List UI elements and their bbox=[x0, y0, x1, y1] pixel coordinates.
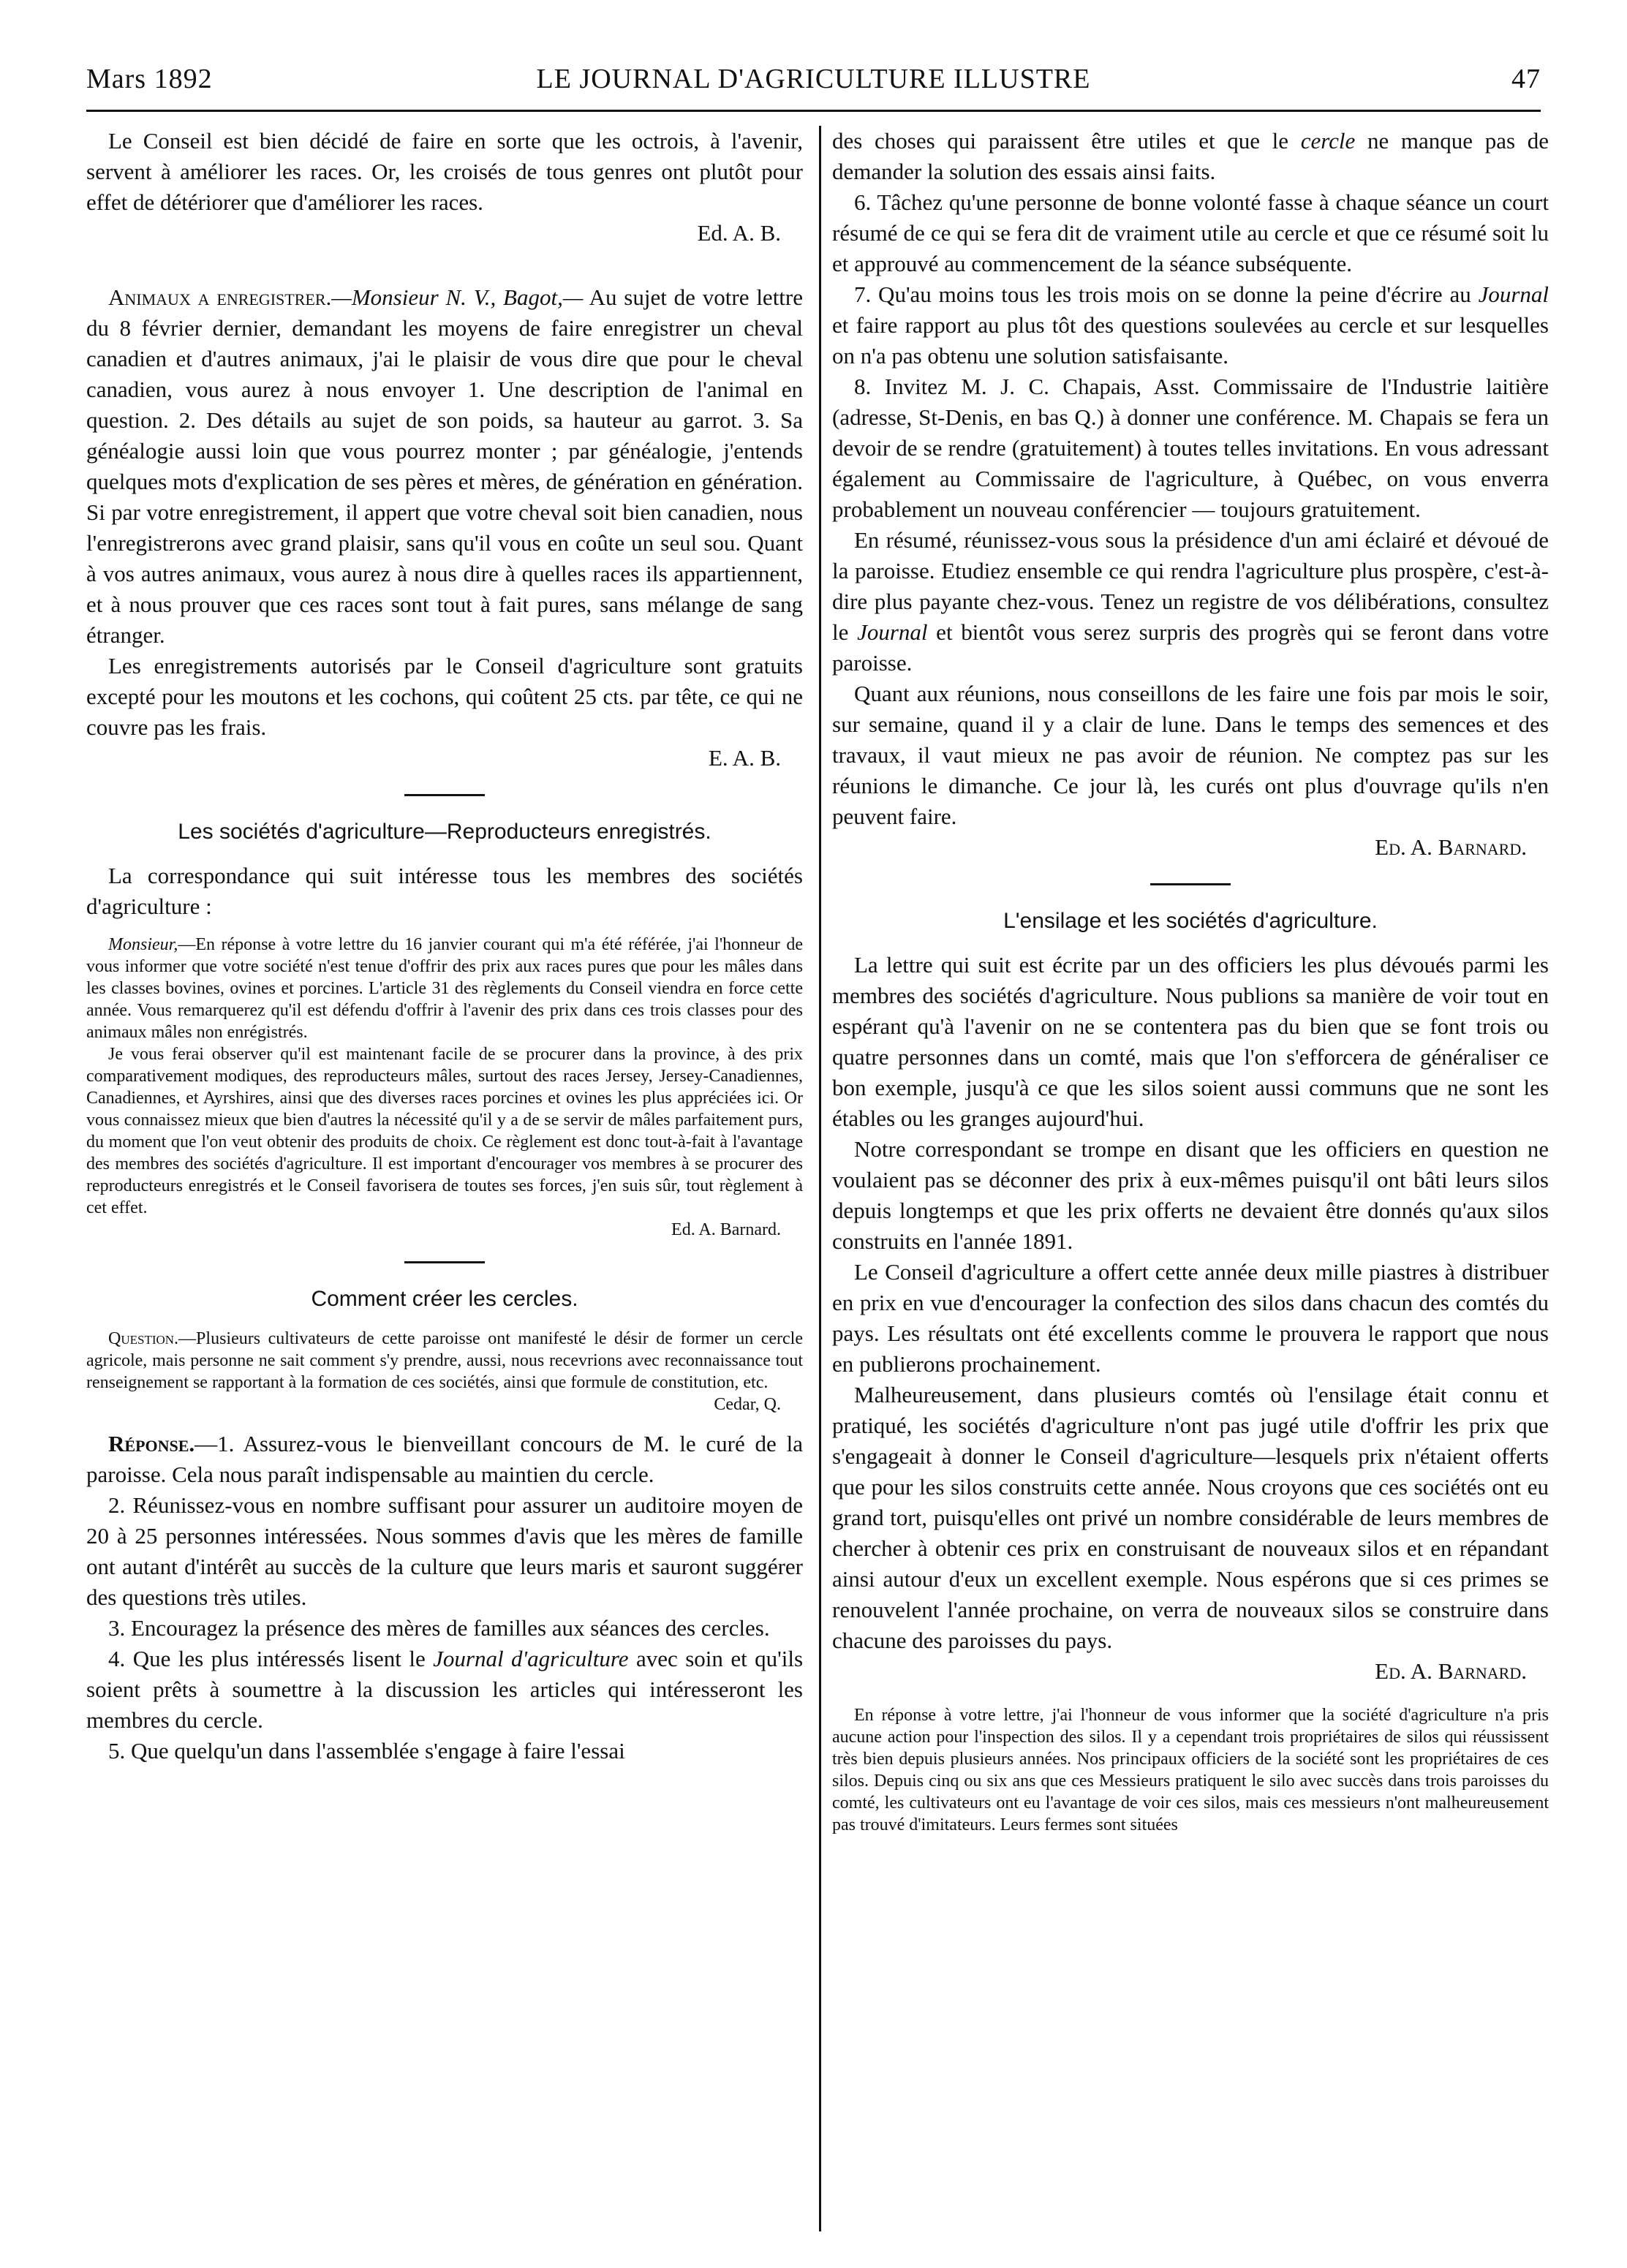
journal-name: Journal bbox=[857, 619, 928, 645]
letter-paragraph: —En réponse à votre lettre du 16 janvier courant qui m'a été référée, j'ai l'honneur de vous informer que votre société n'est tenue d'offrir des prix aux races pures que pour les mâles dans les classes bovines, ovines et porcines. L'article 31 des règlements du Conseil viendra en force cette année. Vous remarquerez qu'il est défendu d'offrir à l'avenir des prix dans ces trois classes pour des animaux mâles non enrégistrés. bbox=[86, 935, 803, 1042]
issue-date: Mars 1892 bbox=[86, 64, 213, 94]
signature: Ed. A. Barnard. bbox=[1375, 1658, 1527, 1684]
text: et bientôt vous serez surpris des progrès qui se feront dans votre paroisse. bbox=[832, 619, 1549, 676]
paragraph bbox=[832, 126, 1549, 187]
signature: Ed. A. Barnard. bbox=[1375, 834, 1527, 860]
text: 7. Qu'au moins tous les trois mois on se donne la peine d'écrire au bbox=[854, 281, 1479, 307]
paragraph: Quant aux réunions, nous conseillons de les faire une fois par mois le soir, sur semaine, quand il y a clair de lune. Dans le temps des semences et des travaux, il vaut mieux ne pas avoir de réunion. Ne comptez pas sur les réunions le dimanche. Ce jour là, les curés ont plus d'ouvrage qu'ils n'en peuvent faire. bbox=[832, 681, 1549, 829]
letter-paragraph: Je vous ferai observer qu'il est maintenant facile de se procurer dans la province, à des prix comparativement modiques, des reproducteurs mâles, surtout des races Jersey, Jersey-Canadiennes, Canadiennes, et Ayrshires, ainsi que des diverses races porcines et ovines les plus appréciées ici. Or vous connaissez mieux que bien d'autres la nécessité qu'il y a de se servir de mâles parfaitement purs, du moment que l'on veut obtenir des produits de choix. Ce règlement est donc tout-à-fait à l'avantage des membres des sociétés d'agriculture. Il est important d'encourager vos membres à se procurer des reproducteurs enregistrés et le Conseil favorisera de toutes ses forces, j'en suis sûr, tout règlement à cet effet. bbox=[86, 1045, 803, 1217]
separator bbox=[1150, 883, 1231, 885]
page-number: 47 bbox=[1511, 64, 1541, 94]
question-label: Question. bbox=[108, 1329, 179, 1348]
separator bbox=[404, 1261, 485, 1263]
question-text: —Plusieurs cultivateurs de cette paroisse ont manifesté le désir de former un cercle agricole, mais personne ne sait comment s'y prendre, aussi, nous recevrions avec reconnaissance tout renseignement se rapportant à la formation de ces sociétés, ainsi que formule de constitution, etc. bbox=[86, 1329, 803, 1392]
signature: Ed. A. B. bbox=[697, 220, 781, 246]
text: 4. Que les plus intéressés lisent le bbox=[108, 1646, 434, 1671]
question bbox=[86, 1328, 803, 1394]
text: des choses qui paraissent être utiles et que le bbox=[832, 128, 1301, 154]
section-title: L'ensilage et les sociétés d'agriculture. bbox=[1003, 909, 1378, 933]
text: En résumé, réunissez-vous sous la présidence d'un ami éclairé et dévoué de la paroisse. Etudiez ensemble ce qui rendra l'agriculture plus prospère, c'est-à-dire plus payante chez-vous. Tenez un registre de vos délibérations, consultez le bbox=[832, 527, 1549, 645]
paragraph: Le Conseil d'agriculture a offert cette année deux mille piastres à distribuer en prix en vue d'encourager la confection des silos dans chacun des comtés du pays. Les résultats ont été excellents comme le prouvera le rapport que nous en publierons prochainement. bbox=[832, 1259, 1549, 1377]
left-column bbox=[86, 126, 803, 1766]
signature: E. A. B. bbox=[708, 745, 781, 771]
addressee: —Monsieur N. V., Bagot,— bbox=[331, 284, 584, 310]
paragraph: 6. Tâchez qu'une personne de bonne volonté fasse à chaque séance un court résumé de ce qui se fera dit de vraiment utile au cercle et que ce résumé soit lu et approuvé au commencement de la séance subséquente. bbox=[832, 189, 1549, 276]
paragraph bbox=[832, 279, 1549, 371]
answer-text: —1. Assurez-vous le bienveillant concours de M. le curé de la paroisse. Cela nous paraît indispensable au maintien du cercle. bbox=[86, 1431, 803, 1487]
letter-text: En réponse à votre lettre, j'ai l'honneur de vous informer que la société d'agriculture n'a pris aucune action pour l'inspection des silos. Il y a cependant trois propriétaires de silos qui réussissent très bien depuis plusieurs années. Nos principaux officiers de la société sont les propriétaires de ces silos. Depuis cinq ou six ans que ces Messieurs pratiquent le silo avec succès dans trois paroisses du comté, les cultivateurs ont eu l'avantage de voir ces silos, mais ces messieurs n'ont malheureusement pas trouvé d'imitateurs. Leurs fermes sont situées bbox=[832, 1706, 1549, 1834]
journal-title: LE JOURNAL D'AGRICULTURE ILLUSTRE bbox=[536, 64, 1091, 94]
section-title: Les sociétés d'agriculture—Reproducteurs enregistrés. bbox=[178, 820, 711, 844]
page-header bbox=[86, 63, 1541, 107]
column-divider bbox=[819, 126, 821, 2231]
paragraph: Notre correspondant se trompe en disant que les officiers en question ne voulaient pas se déconner des prix à eux-mêmes puisqu'il ont bâti leurs silos depuis longtemps et que les prix offerts ne devaient être donnés qu'aux silos construits en l'année 1891. bbox=[832, 1136, 1549, 1254]
journal-name: Journal d'agriculture bbox=[433, 1646, 629, 1671]
section-title: Comment créer les cercles. bbox=[311, 1287, 578, 1311]
answer bbox=[86, 1429, 803, 1490]
paragraph: La lettre qui suit est écrite par un des officiers les plus dévoués parmi les membres des sociétés d'agriculture. Nous publions sa manière de voir tout en espérant qu'à l'avenir on ne se contentera pas du bien que se font trois ou quatre personnes dans un comté, mais que l'on s'efforcera de généraliser ce bon exemple, jusqu'à ce que les silos soient aussi communs que ne sont les étables ou les granges aujourd'hui. bbox=[832, 952, 1549, 1131]
salutation: Monsieur, bbox=[108, 935, 178, 954]
paragraph: 2. Réunissez-vous en nombre suffisant pour assurer un auditoire moyen de 20 à 25 personnes intéressées. Nous sommes d'avis que les mères de famille ont autant d'intérêt au succès de la culture que leurs maris et sauront suggérer des questions très utiles. bbox=[86, 1492, 803, 1610]
letter-text bbox=[86, 934, 803, 1043]
paragraph: 5. Que quelqu'un dans l'assemblée s'engage à faire l'essai bbox=[108, 1738, 625, 1764]
text: avec soin et qu'ils soient prêts à soumettre à la discussion les articles qui intéresseront les membres du cercle. bbox=[86, 1646, 804, 1733]
section-heading: Animaux a enregistrer. bbox=[108, 284, 332, 310]
text: ne manque pas de demander la solution des essais ainsi faits. bbox=[832, 128, 1549, 184]
paragraph bbox=[832, 525, 1549, 678]
paragraph: Le Conseil est bien décidé de faire en sorte que les octrois, à l'avenir, servent à améliorer les races. Or, les croisés de tous genres ont plutôt pour effet de détériorer que d'améliorer les races. bbox=[86, 128, 803, 215]
text: et faire rapport au plus tôt des questions soulevées au cercle et sur lesquelles on n'a pas obtenu une solution satisfaisante. bbox=[832, 312, 1549, 368]
emphasis: cercle bbox=[1300, 128, 1356, 154]
paragraph: Malheureusement, dans plusieurs comtés où l'ensilage était connu et pratiqué, les sociétés d'agriculture n'ont pas jugé utile d'offrir les prix que s'engageait à donner le Conseil d'agriculture—lesquels prix n'étaient offerts que pour les silos construits cette année. Nous croyons que ces sociétés ont eu grand tort, puisqu'elles ont privé un nombre considérable de leurs membres de chercher à obtenir ces prix en construisant de nouveaux silos et en répandant ainsi autour d'eux un excellent exemple. Nous espérons que si ces primes se renouvelent l'année prochaine, on verra de nouveaux silos se construire dans chacune des paroisses du pays. bbox=[832, 1382, 1549, 1653]
separator bbox=[404, 794, 485, 796]
paragraph: 8. Invitez M. J. C. Chapais, Asst. Commissaire de l'Industrie laitière (adresse, St-Denis, en bas Q.) à donner une conférence. M. Chapais se fera un devoir de se rendre (gratuitement) à toutes telles invitations. En vous adressant également au Commissaire de l'agriculture, à Québec, on vous enverra probablement un nouveau conférencier — toujours gratuitement. bbox=[832, 374, 1549, 522]
paragraph: Les enregistrements autorisés par le Conseil d'agriculture sont gratuits excepté pour les moutons et les cochons, qui coûtent 25 cts. par tête, ce qui ne couvre pas les frais. bbox=[86, 653, 803, 740]
paragraph: La correspondance qui suit intéresse tous les membres des sociétés d'agriculture : bbox=[86, 863, 803, 919]
right-column bbox=[832, 126, 1549, 1836]
journal-name: Journal bbox=[1478, 281, 1549, 307]
paragraph: 3. Encouragez la présence des mères de familles aux séances des cercles. bbox=[108, 1615, 770, 1641]
signature: Cedar, Q. bbox=[714, 1395, 781, 1414]
paragraph: Au sujet de votre lettre du 8 février dernier, demandant les moyens de faire enregistrer un cheval canadien et d'autres animaux, j'ai le plaisir de vous dire que pour le cheval canadien, vous aurez à nous envoyer 1. Une description de l'animal en question. 2. Des détails au sujet de son poids, sa hauteur au garrot. 3. Sa généalogie aussi loin que vous pourrez monter ; par généalogie, j'entends quelques mots d'explication de ses pères et mères, de génération en génération. Si par votre enregistrement, il appert que votre cheval soit bien canadien, nous l'enregistrerons avec grand plaisir, sans qu'il vous en coûte un seul sou. Quant à vos autres animaux, vous aurez à nous dire à quelles races ils appartiennent, et à nous prouver que ces races sont tout à fait pures, sans mélange de sang étranger. bbox=[86, 284, 804, 648]
spacer bbox=[832, 1687, 1549, 1704]
signature: Ed. A. Barnard. bbox=[671, 1220, 781, 1239]
paragraph bbox=[86, 1644, 803, 1736]
article-animaux bbox=[86, 282, 803, 651]
header-rule bbox=[86, 110, 1541, 112]
answer-label: Réponse. bbox=[108, 1431, 195, 1456]
